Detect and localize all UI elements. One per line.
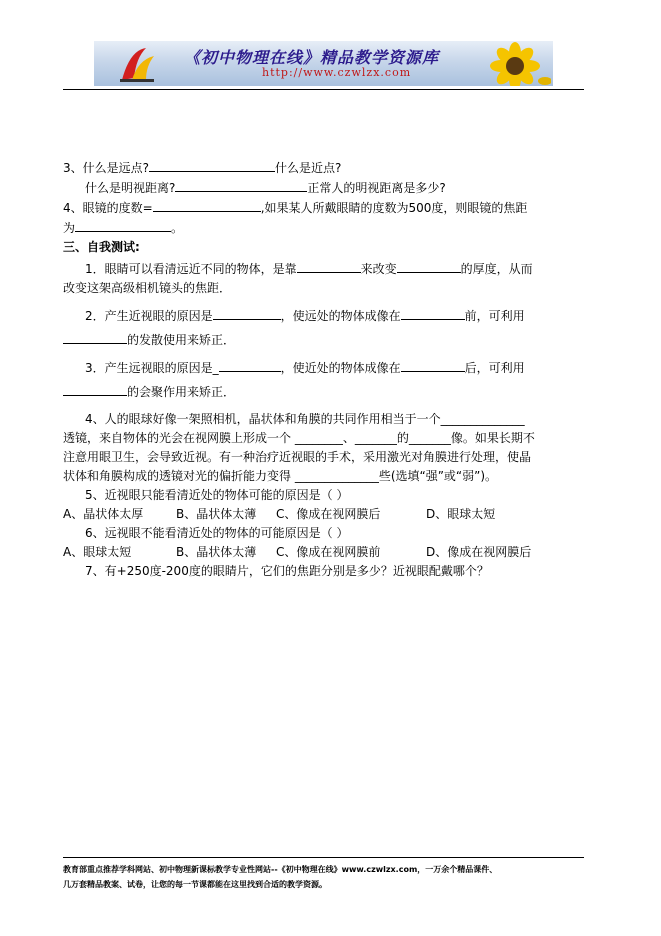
test-2-line-2: 的发散使用来矫正． <box>63 330 584 350</box>
test-4-line-4: 状体和角膜构成的透镜对光的偏折能力变得 ______________些(选填“强”或“弱”)。 <box>63 469 498 483</box>
answer-blank[interactable] <box>75 218 171 232</box>
answer-blank[interactable] <box>219 358 281 372</box>
test-3-line-1: 3．产生远视眼的原因是_ ，使近处的物体成像在 后，可利用 <box>63 358 584 378</box>
page-footer <box>63 862 584 892</box>
option-b[interactable]: B、晶状体太薄 <box>176 507 257 521</box>
header-banner <box>94 41 553 86</box>
section-title: 三、自我测试: <box>63 240 140 254</box>
question-4-line-1: 4、眼镜的度数= ,如果某人所戴眼睛的度数为500度，则眼镜的焦距 <box>63 198 584 218</box>
footer-line-2: 几万套精品教案、试卷，让您的每一节课都能在这里找到合适的教学资源。 <box>63 880 327 889</box>
question-4-line-2: 为 。 <box>63 218 584 238</box>
footer-divider <box>63 857 584 858</box>
test-4-line-1: 4、人的眼球好像一架照相机，晶状体和角膜的共同作用相当于一个______________ <box>85 412 525 426</box>
option-a[interactable]: A、晶状体太厚 <box>63 507 144 521</box>
document-body <box>63 158 584 581</box>
test-7-stem: 7、有+250度-200度的眼睛片，它们的焦距分别是多少？近视眼配戴哪个？ <box>85 564 489 578</box>
test-1-line-2: 改变这架高级相机镜头的焦距． <box>63 281 232 295</box>
answer-blank[interactable] <box>149 158 275 172</box>
test-5-stem: 5、近视眼只能看清近处的物体可能的原因是（ ） <box>85 488 349 502</box>
answer-blank[interactable] <box>175 178 307 192</box>
answer-blank[interactable] <box>153 198 261 212</box>
test-6-stem: 6、远视眼不能看清近处的物体的可能原因是（ ） <box>85 526 349 540</box>
answer-blank[interactable] <box>397 259 461 273</box>
test-2-line-1: 2．产生近视眼的原因是 ，使远处的物体成像在 前，可利用 <box>63 306 584 326</box>
option-c[interactable]: C、像成在视网膜后 <box>276 507 381 521</box>
sunflower-icon <box>479 41 551 86</box>
answer-blank[interactable] <box>401 306 465 320</box>
option-d[interactable]: D、像成在视网膜后 <box>426 545 532 559</box>
option-c[interactable]: C、像成在视网膜前 <box>276 545 381 559</box>
test-6-options <box>63 543 584 562</box>
answer-blank[interactable] <box>297 259 361 273</box>
answer-blank[interactable] <box>63 330 127 344</box>
logo-icon <box>116 44 158 84</box>
answer-blank[interactable] <box>213 306 281 320</box>
test-5-options <box>63 505 584 524</box>
banner-title: 《初中物理在线》精品教学资源库 <box>184 48 440 67</box>
option-b[interactable]: B、晶状体太薄 <box>176 545 257 559</box>
option-d[interactable]: D、眼球太短 <box>426 507 496 521</box>
question-3-line-1: 3、什么是远点? 什么是近点? <box>63 158 584 178</box>
footer-line-1: 教育部重点推荐学科网站、初中物理新课标教学专业性网站--《初中物理在线》www.czwlzx.com，一万余个精品课件、 <box>63 865 498 874</box>
answer-blank[interactable] <box>401 358 465 372</box>
test-1-line-1: 1．眼睛可以看清远近不同的物体，是靠 来改变 的厚度，从而 <box>63 259 584 279</box>
test-3-line-2: 的会聚作用来矫正． <box>63 382 584 402</box>
header-divider <box>63 89 584 90</box>
banner-url[interactable]: http://www.czwlzx.com <box>262 66 412 79</box>
answer-blank[interactable] <box>63 382 127 396</box>
question-3-line-2: 什么是明视距离? 正常人的明视距离是多少? <box>63 178 584 198</box>
test-4-line-3: 注意用眼卫生，会导致近视。有一种治疗近视眼的手术，采用激光对角膜进行处理，使晶 <box>63 450 532 464</box>
test-4-line-2: 透镜，来自物体的光会在视网膜上形成一个 ________、_______的_______像。如果长期不 <box>63 431 535 445</box>
option-a[interactable]: A、眼球太短 <box>63 545 132 559</box>
